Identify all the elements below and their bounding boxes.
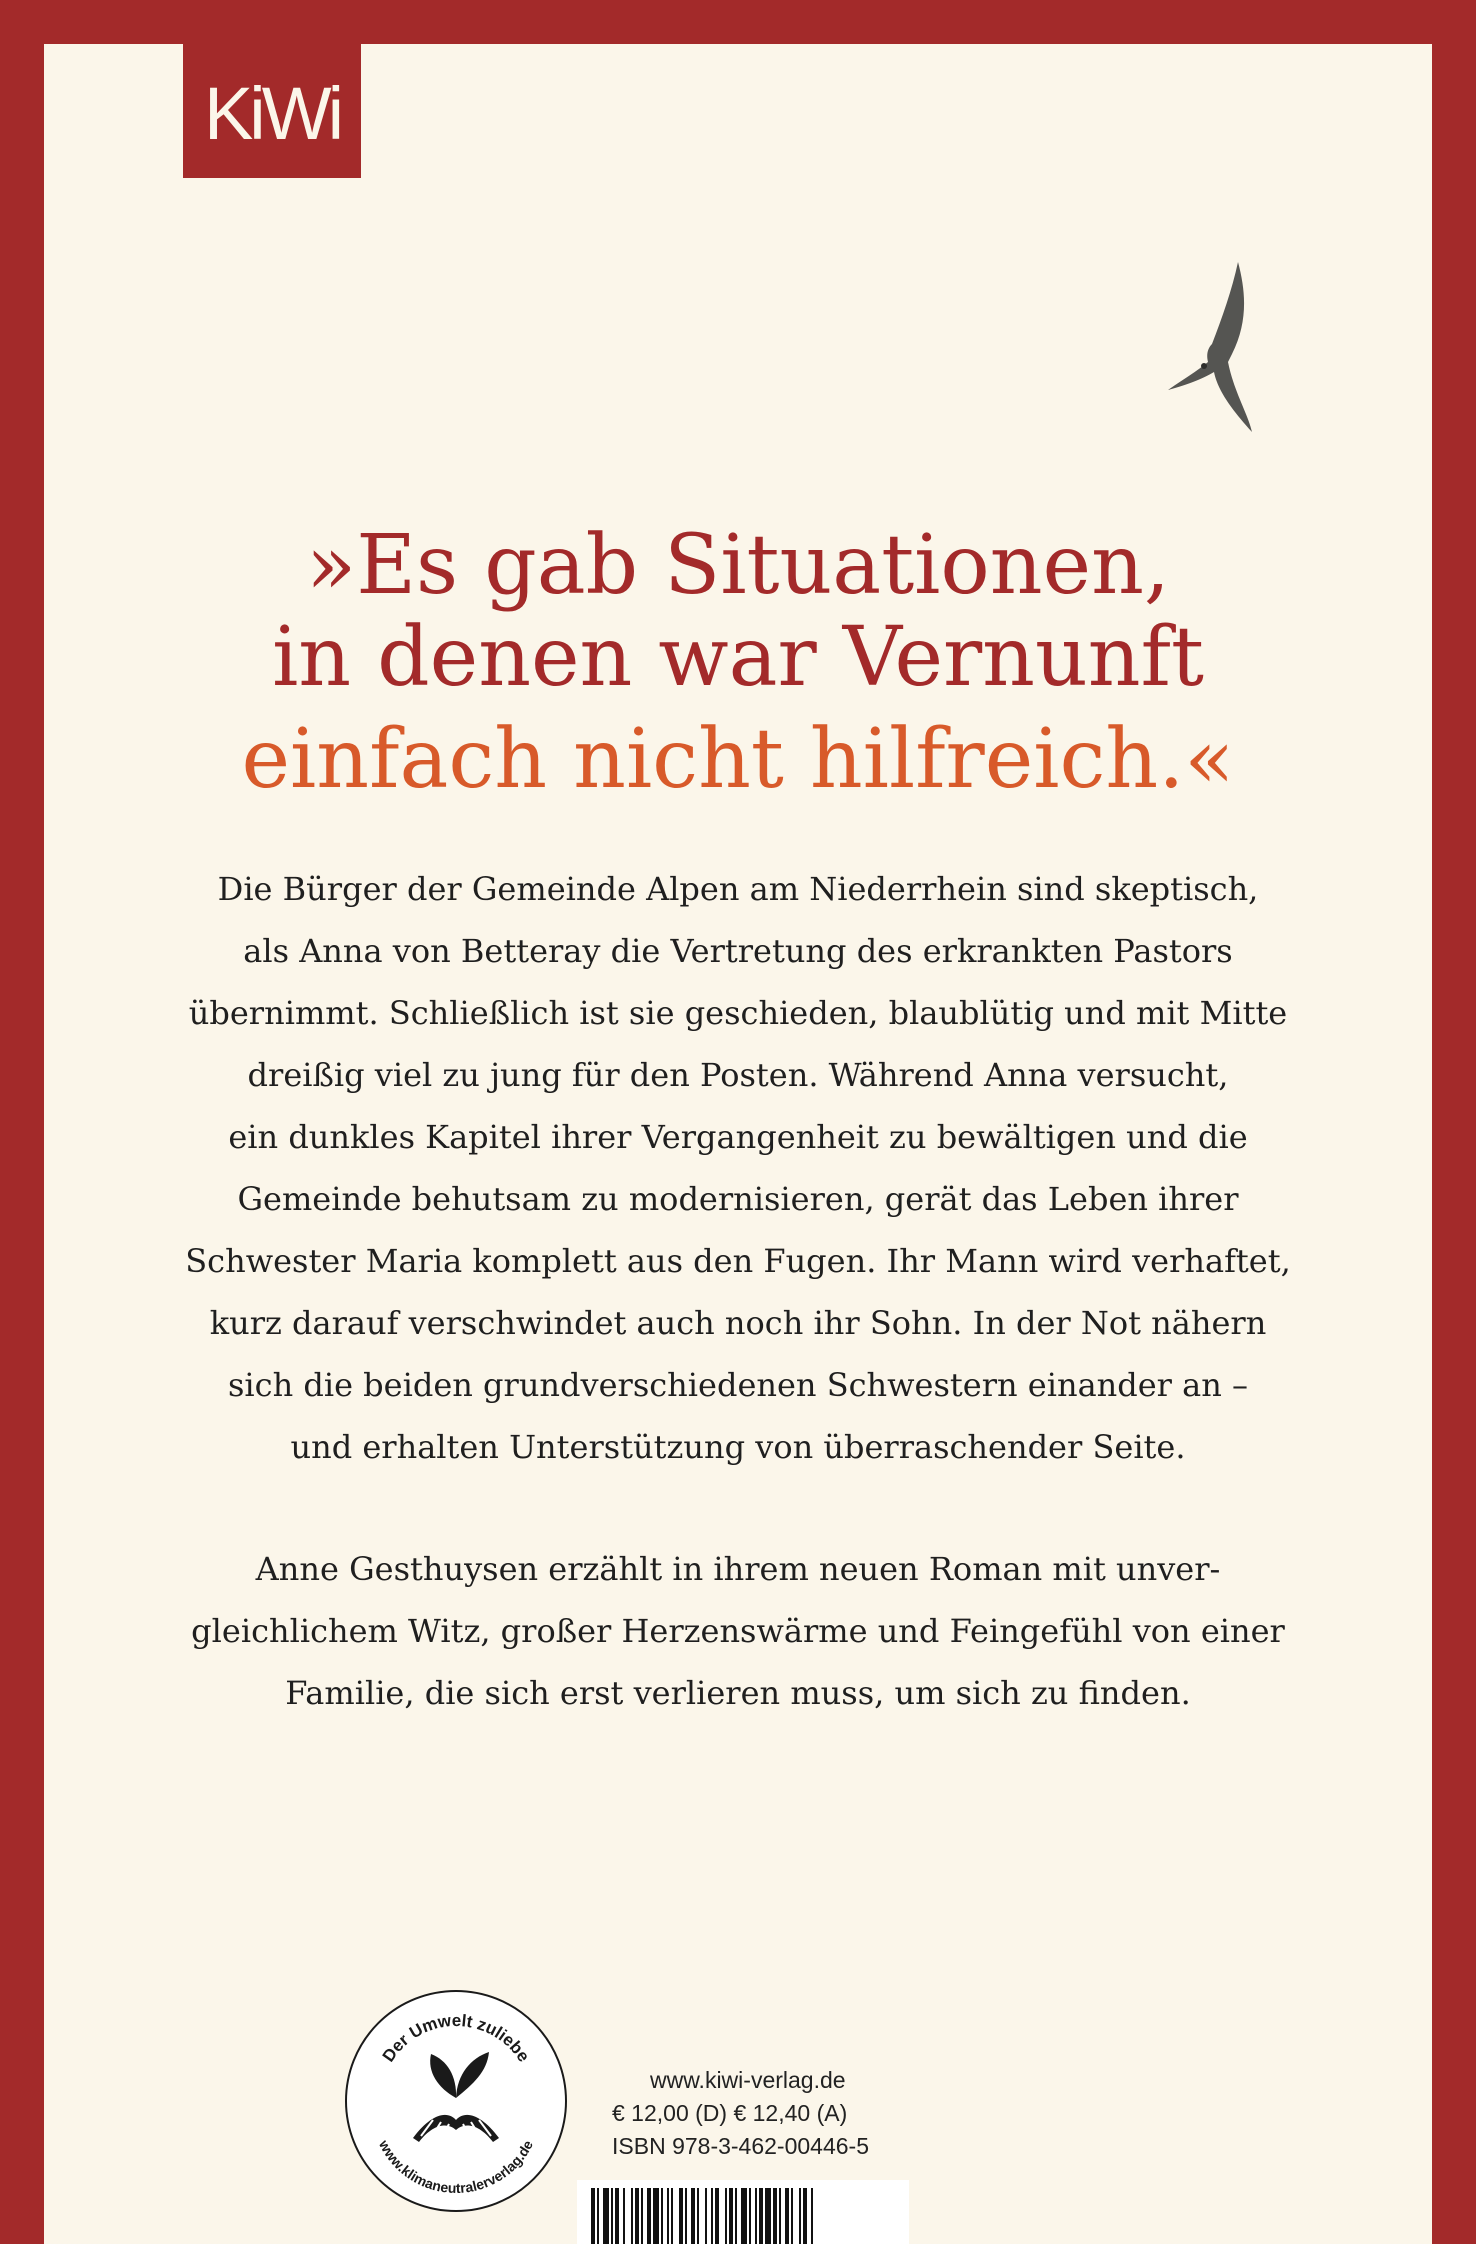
logo-text: KiWi <box>203 72 341 155</box>
blurb-line: Anne Gesthuysen erzählt in ihrem neuen Roman mit unver- <box>255 1550 1221 1588</box>
climate-neutral-seal <box>343 1988 569 2214</box>
blurb-paragraph-2 <box>44 1538 1432 1724</box>
quote-line-2: in denen war Vernunft <box>272 610 1204 705</box>
blurb-line: dreißig viel zu jung für den Posten. Während Anna versucht, <box>247 1056 1229 1094</box>
quote-line-3: einfach nicht hilfreich.« <box>241 712 1235 807</box>
blurb-line: Gemeinde behutsam zu modernisieren, gerät das Leben ihrer <box>237 1180 1239 1218</box>
swift-bird-icon <box>1168 262 1280 432</box>
isbn-text: ISBN 978-3-462-00446-5 <box>612 2133 869 2159</box>
price-text: € 12,00 (D) € 12,40 (A) <box>612 2100 848 2126</box>
seal-top-text: Der Umwelt zuliebe <box>378 2010 534 2066</box>
quote-line-1: »Es gab Situationen, <box>306 518 1170 613</box>
website-text: www.kiwi-verlag.de <box>650 2067 846 2093</box>
seal-bottom-text: www.klimaneutralerverlag.de <box>375 2137 536 2197</box>
blurb-line: übernimmt. Schließlich ist sie geschieden, blaublütig und mit Mitte <box>188 994 1288 1032</box>
publisher-info <box>612 2064 869 2163</box>
blurb-line: und erhalten Unterstützung von überraschender Seite. <box>290 1428 1186 1466</box>
blurb-line: als Anna von Betteray die Vertretung des erkrankten Pastors <box>243 932 1233 970</box>
blurb-line: kurz darauf verschwindet auch noch ihr Sohn. In der Not nähern <box>209 1304 1267 1342</box>
blurb-line: Schwester Maria komplett aus den Fugen. Ihr Mann wird verhaftet, <box>185 1242 1291 1280</box>
blurb-line: sich die beiden grundverschiedenen Schwestern einander an – <box>227 1366 1248 1404</box>
blurb-line: Die Bürger der Gemeinde Alpen am Niederrhein sind skeptisch, <box>217 870 1259 908</box>
barcode <box>577 2180 909 2244</box>
blurb-line: gleichlichem Witz, großer Herzenswärme und Feingefühl von einer <box>191 1612 1285 1650</box>
publisher-logo <box>183 44 361 178</box>
blurb-line: ein dunkles Kapitel ihrer Vergangenheit zu bewältigen und die <box>228 1118 1248 1156</box>
blurb-line: Familie, die sich erst verlieren muss, um sich zu finden. <box>285 1674 1191 1712</box>
blurb-paragraph-1 <box>44 858 1432 1478</box>
